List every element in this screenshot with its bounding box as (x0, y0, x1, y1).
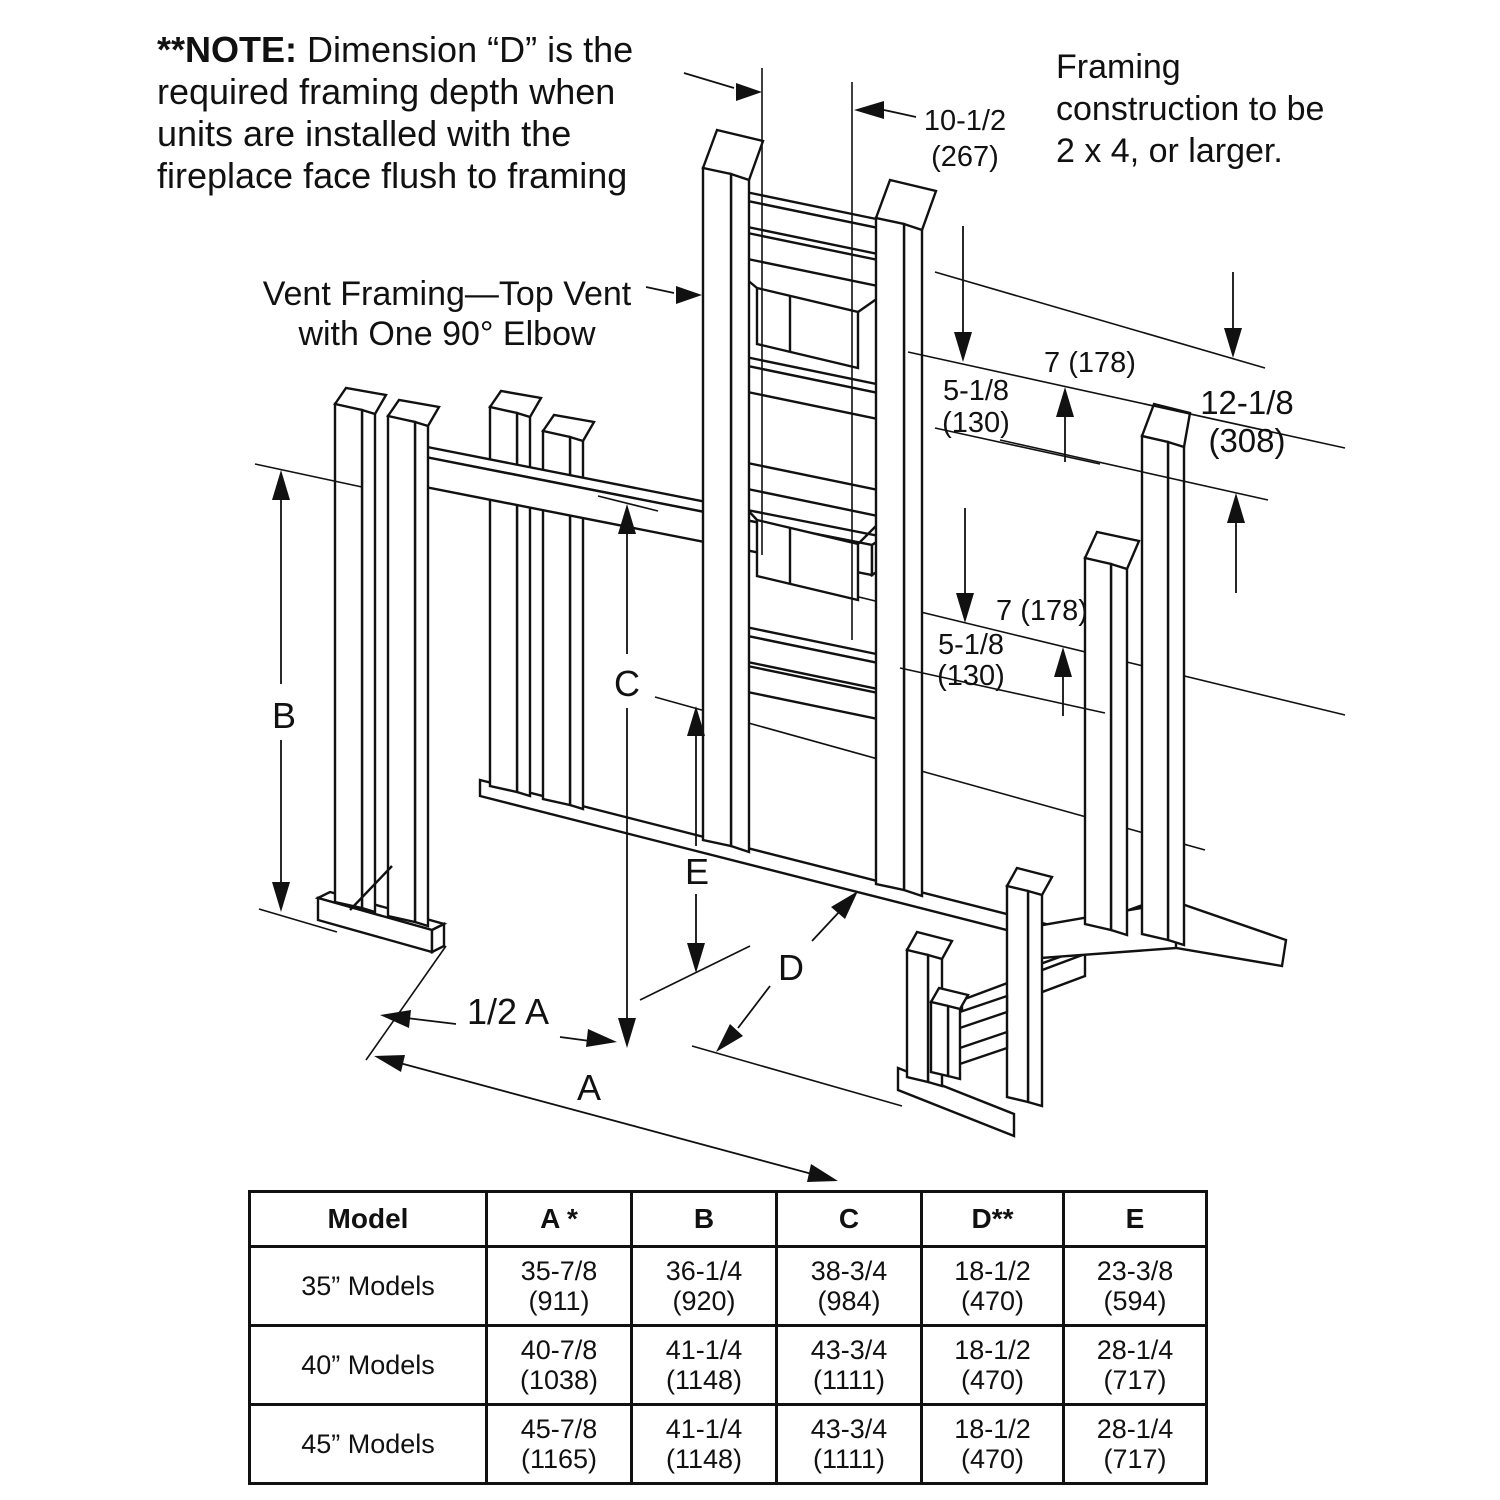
header-d: D** (922, 1192, 1064, 1247)
dim-a: A (576, 1067, 602, 1108)
dim-d: D (778, 947, 804, 988)
cell-d: 18-1/2 (470) (922, 1326, 1064, 1405)
upper-vent-hole (733, 268, 878, 368)
dimension-table (248, 1190, 1208, 1485)
framing-callout-line-2: construction to be (1056, 90, 1325, 128)
vent-callout-line-1: Vent Framing—Top Vent (262, 275, 632, 313)
dim-twelve: 12-1/8 (1200, 384, 1294, 421)
dim-upper-seven: 7 (178) (1044, 347, 1136, 379)
cell-c: 38-3/4 (984) (777, 1247, 922, 1326)
table-row (250, 1247, 1207, 1326)
cell-b: 41-1/4 (1148) (632, 1326, 777, 1405)
right-wall-stud-front (1085, 532, 1139, 935)
dim-twelve-mm: (308) (1208, 422, 1286, 459)
note-line-2: required framing depth when (157, 71, 616, 112)
dim-lower-seven: 7 (178) (996, 595, 1088, 627)
header-b: B (632, 1192, 777, 1247)
header-c: C (777, 1192, 922, 1247)
dim-top-width: 10-1/2 (923, 105, 1007, 137)
cell-e: 28-1/4 (717) (1064, 1326, 1207, 1405)
framing-callout-line-3: 2 x 4, or larger. (1056, 132, 1283, 170)
cell-d: 18-1/2 (470) (922, 1405, 1064, 1484)
note-line-1: **NOTE: Dimension “D” is the (157, 29, 634, 70)
table-row (250, 1326, 1207, 1405)
corner-stud-inner (931, 988, 968, 1079)
cell-a: 40-7/8 (1038) (487, 1326, 632, 1405)
dim-upper-five: 5-1/8 (942, 375, 1010, 407)
cell-a: 45-7/8 (1165) (487, 1405, 632, 1484)
chase-rails (733, 191, 886, 719)
dim-b: B (271, 695, 297, 736)
note-line-4: fireplace face flush to framing (157, 155, 628, 196)
table-row (250, 1405, 1207, 1484)
cell-model: 45” Models (250, 1405, 487, 1484)
framing-callout-line-1: Framing (1056, 48, 1181, 86)
left-wall-stud-1 (335, 388, 386, 912)
cell-e: 23-3/8 (594) (1064, 1247, 1207, 1326)
cell-a: 35-7/8 (911) (487, 1247, 632, 1326)
cell-model: 35” Models (250, 1247, 487, 1326)
dim-half-a: 1/2 A (466, 991, 550, 1032)
cell-d: 18-1/2 (470) (922, 1247, 1064, 1326)
cell-model: 40” Models (250, 1326, 487, 1405)
chase-stud-right (876, 180, 936, 896)
cell-e: 28-1/4 (717) (1064, 1405, 1207, 1484)
table-header-row (250, 1192, 1207, 1247)
header-a: A * (487, 1192, 632, 1247)
cell-c: 43-3/4 (1111) (777, 1326, 922, 1405)
cell-c: 43-3/4 (1111) (777, 1405, 922, 1484)
cell-b: 41-1/4 (1148) (632, 1405, 777, 1484)
right-wall-stud-back (1142, 404, 1190, 945)
front-wall-stud-1 (490, 391, 541, 796)
dim-e: E (684, 851, 710, 892)
cell-b: 36-1/4 (920) (632, 1247, 777, 1326)
dim-upper-five-mm: (130) (942, 407, 1010, 439)
dim-c: C (614, 663, 640, 704)
note-line-3: units are installed with the (157, 113, 572, 154)
dim-lower-five-mm: (130) (937, 660, 1005, 692)
dim-lower-five: 5-1/8 (937, 629, 1005, 661)
header-model: Model (250, 1192, 487, 1247)
vent-callout-line-2: with One 90° Elbow (298, 315, 596, 353)
header-e: E (1064, 1192, 1207, 1247)
dim-top-width-mm: (267) (931, 141, 999, 173)
